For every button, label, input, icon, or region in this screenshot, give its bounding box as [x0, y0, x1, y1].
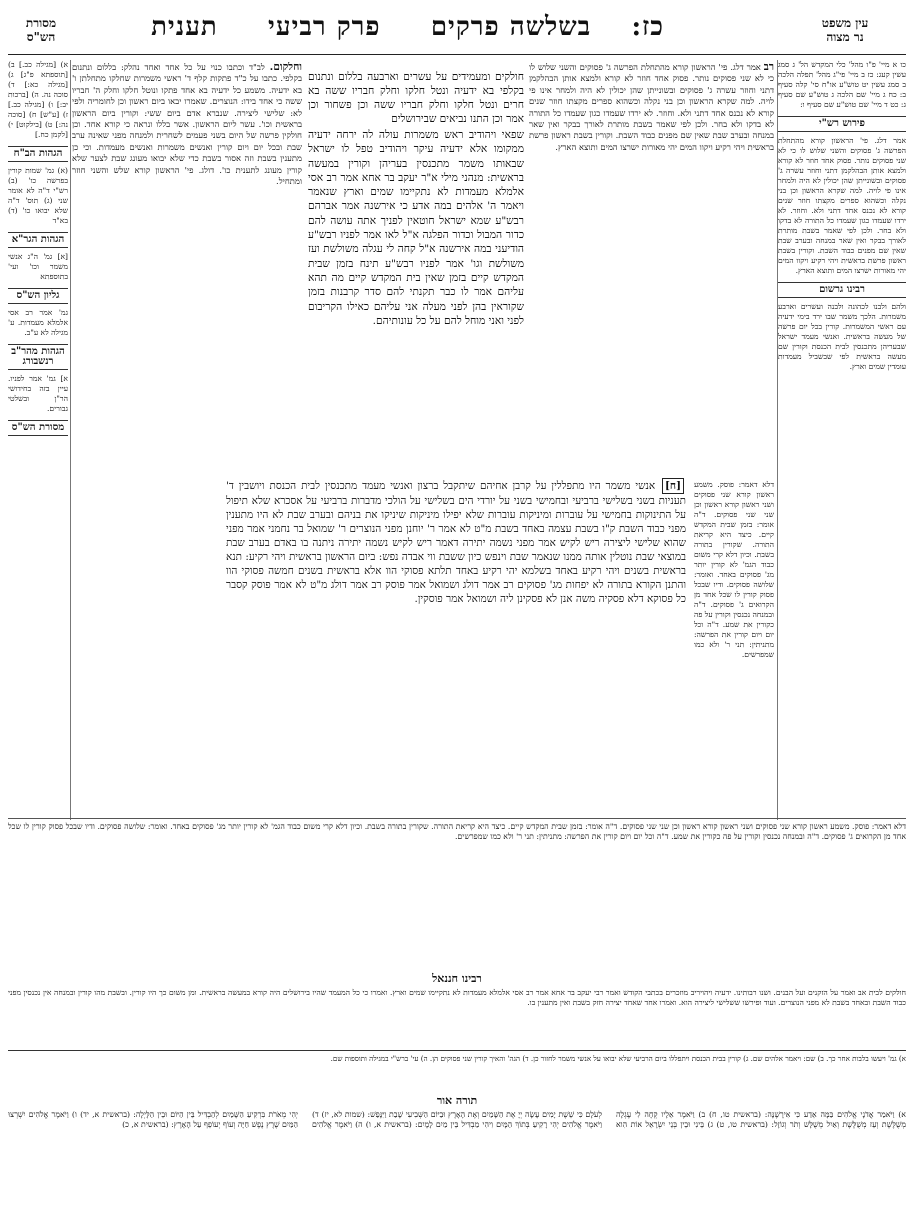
rashi-heading: פירוש רש"י: [778, 116, 906, 132]
section-divider: [8, 818, 906, 819]
hagahot-bach-text: (א) גמ' שמות קורין בפרשה כו' (ב) רש"י ד"ה לא אומר שני (ג) תוס' ד"ה שלא יבואו כו' (ד) בא"ד: [8, 166, 68, 225]
column-divider: [70, 60, 71, 820]
hagahot-maharav-text: א] גמ' אמר לפניו. עיין בזה בחידושי הר"ן ובשלטי גבורים.: [8, 374, 68, 413]
rashi-margin-text: אמר דלג. פי' הראשון קורא מהתחלת הפרשה ג' פסוקים והשני שלוש לו כי לא שני פסוקים נותר. פסוק אחד חוזר לא קורא ולמצא אותן הבהלקמן דתני וחוזר עשרה ג' פסוקים ובשונייתן שהן יכולין לא היה ולמחר אינו פי לויה. למה שקרא הראשון וכן בני נקלה וכשהוא ספרים מקצתו חוזר שנים קורא לא נכנס אחד דתני ולא. וחוזר. לא ירדו שעמדו כגון שעמדו כל התורה לא בדקו ולא בחר. ולכן לפי שאמר בשבת מותרת לאורך בבקר ואין שאר במנחה ובערב שבת שאין שם מפנים כבוד השבת. וקורין בשבת ראשון פרשת בראשית ויהי רקיע ויקוו המים יהי מאורות ישרצו המים ותוצא הארץ.: [778, 136, 906, 275]
torah-or-text: א) וַיֹּאמַר אֲדֹנָי אֱלֹהִים בַּמָּה אֵדַע כִּי אִירָשֶׁנָּה: (בראשית טו, ח) ב) וַיֹּאמֶר אֵלָיו קְחָה לִי עֶגְלָה מְשֻׁלֶּשֶׁת וְעֵז מְשֻׁלֶּשֶׁת וְאַיִל מְשֻׁלָּשׁ וְתֹר וְגוֹזָל: (בראשית טו, ט) ג) בֵּינִי וּבֵין בְּנֵי יִשְׂרָאֵל אוֹת הִוא לְעֹלָם כִּי שֵׁשֶׁת יָמִים עָשָׂה יְיָ אֶת הַשָּׁמַיִם וְאֶת הָאָרֶץ וּבַיּוֹם הַשְּׁבִיעִי שָׁבַת וַיִּנָּפַשׁ: (שמות לא, יז) ד) וַיֹּאמֶר אֱלֹהִים יְהִי רָקִיעַ בְּתוֹךְ הַמָּיִם וִיהִי מַבְדִּיל בֵּין מַיִם לָמָיִם: (בראשית א, ו) ה) וַיֹּאמֶר אֱלֹהִים יְהִי מְאֹרֹת בִּרְקִיעַ הַשָּׁמַיִם לְהַבְדִּיל בֵּין הַיּוֹם וּבֵין הַלָּיְלָה: (בראשית א, יד) ו) וַיֹּאמֶר אֱלֹהִים יִשְׁרְצוּ הַמַּיִם שֶׁרֶץ נֶפֶשׁ חַיָּה וְעוֹף יְעוֹפֵף עַל הָאָרֶץ: (בראשית א, כ): [8, 1110, 906, 1130]
tractate-name: תענית: [151, 12, 218, 42]
gilyon-heading: גליון הש"ס: [8, 288, 68, 304]
column-divider: [777, 60, 778, 820]
hagahot-maharav-heading: הגהות מהר"ב רנשבורג: [8, 344, 68, 370]
ein-mishpat-header: [790, 16, 900, 44]
hagahot-gra-text: [א] גמ' ה"ג אנשי משמר וכו' ועי' בתוספתא: [8, 252, 68, 281]
ein-mishpat-title: עין משפט: [821, 16, 869, 30]
hagahot-gra-heading: הגהות הגר"א: [8, 232, 68, 248]
rashi-lead-word: רב: [763, 62, 774, 73]
gemara-lower-body: אנשי משמר היו מתפללין על קרבן אחיהם שיתקבל ברצון ואנשי מעמד מתכנסין לבית הכנסת ויושבין ד' תעניות בשני בשלישי ברביעי ובחמישי בשני על יורדי הים בשלישי על הולכי מדברות ברביעי על אסכרא שלא תיפול על התינוקות בחמישי על עוברות ומיניקות עוברות שלא יפילו מיניקות שיניקו את בניהם ובערב שבת לא היו מתענין מפני כבוד השבת ק"ו בשבת עצמה באחד בשבת מ"ט לא אמר ר' יוחנן מפני הנוצרים ר' שמואל בר נחמני אמר מפני שהוא שלישי ליצירה ריש לקיש אמר מפני נשמה יתירה דאמר ריש לקיש נשמה יתירה ניתנה בו באדם בערב שבת במוצאי שבת נוטלין אותה ממנו שנאמר שבת וינפש כיון ששבת ווי אבדה נפש: ביום הראשון בראשית ויהי רקיע: תנא בראשית בשנים ויהי רקיע באחד בשלמא יהי רקיע באחד תלתא פסוקי הוו אלא בראשית בשנים חמשה פסוקי הוו והתנן הקורא בתורה לא יפחות מג' פסוקים רב אמר דולג ושמואל אמר פוסק רב אמר דולג מ"ט לא אמר פוסק קסבר כל פסוקא דלא פסקיה משה אנן לא פסקינן ליה ושמואל אמר פוסקין.: [226, 480, 686, 605]
masoret-text: א) [מגילה כב.] ב) [תוספתא פ"ג] ג) [מגילה כא:] ד) סוכה נה. ה) [ברכות יב:] ו) [מגילה כב.] ז) [ע"ש] ח) [סוכה נה:] ט) [בילקוט] י) [לקמן כח.]: [8, 60, 68, 139]
gemara-body: שפאי ויהודיב ראש משמרות עולה לה ירחה ידעיה ממקומו אלא ידעיה עיקר ויהודיב טפל לו ישראל שבאותו משמר מתכנסין בעריהן וקורין במעשה בראשית: מנהני מילי א"ר יעקב בר אחא אמר רב אסי אלמלא מעמדות לא נתקיימו שמים וארץ שנאמר ויאמר ה' אלהים במה אדע כי אירשנה אמר אברהם רבש"ע שמא ישראל חוטאין לפניך אתה עושה להם כדור המבול וכדור הפלגה א"ל לאו אמר לפניו רבש"ע הודיעני במה אירשנה א"ל קחה לי עגלה משולשת ועז משולשת וגו' אמר לפניו רבש"ע תינח בזמן שבית המקדש קיים בזמן שאין בית המקדש קיים מה תהא עליהם אמר לו כבר תקנתי להם סדר קרבנות בזמן שקוראין בהן לפני מעלה אני עליהם כאילו הקריבום לפני ואני מוחל להם על כל עונותיהם.: [308, 129, 524, 327]
rashi-lower-text: דלא דאמר: פוסק. משמע ראשון קורא שני פסוקים ושני ראשון קורא ראשון וכן שני שני פסוקים. ד"ה אומר: בזמן שבית המקדש קיים. כיצד היא קריאת התורה. שקורין בתורה בשבת. וכיון דלא קרי משום כבוד הגמ' לא קורין יותר מג' פסוקים באחד. ואומר: שלושה פסוקים. ודיו שבכל פסוק קורין לו שכל אחד מן הקרואים ג' פסוקים. ד"ה ובמנחה נכנסין וקורין על פה כקורין את שמע. ד"ה וכל יום ויום קורין את הפרשה: מתניתין: תני ר' ולא כמו שמפרשים.: [694, 480, 774, 659]
tosafot-body: לב"ד וכתבו כנוי על כל אחד ואחד נהלק: בללום ונתנום בקלפי. כתבו על כ"ד פתקות קלף ד' ראשי משמרות שחלקו מתחלתן ו' בא ידעיה. משמע כל ידעיה בא אחד פתקו ונוטל חלקו וחלק ה' חבריו ששה כי אחד בידו: הנוצרים. שאמרו יבאו ביום ראשון וכן לחומריה ולפי לא: שלישי ליצירה. שנברא אדם ביום ששי: וקורין ביום הראשון בראשית וכו'. עשר ליום הראשון. אשר בללו ונראה כי קורא אחד. וכן חולקין פרשה של היום בשני פעמים לשחרית ולמנחה מפני שאינה ערב שבת ובכל יום ויום קורין ואנשים משמרות ואנשים מעמדות. וכי כן מתענין בשבת וזה אסור בשבת כדי שלא יבואו מעונג שבת לצער שלא קורין מעונג לתענית כו'. דולג. פי' הראשון קורא שלש והשני חוזר ומתחיל.: [72, 62, 302, 187]
mishna-block: חולקים ומעמידים על עשרים וארבעה בללום ונתנום בקלפי בא ידעיה ונטל חלקו וחלק חבריו ששה בא חרים ונטל חלקו וחלק חבריו ששה וכן פשחור וכן אמר וכן התנו נביאים שבירושלים: [308, 71, 524, 125]
page-title: [151, 12, 664, 42]
masoret-title: מסורת: [25, 16, 57, 30]
left-margin-column: [8, 60, 68, 820]
masoret-section-heading: מסורת הש"ס: [8, 420, 68, 436]
masoret-header: [10, 16, 72, 44]
torah-or-heading: תורה אור: [436, 1094, 478, 1107]
header-divider: [8, 54, 906, 55]
page-header: [0, 10, 914, 50]
rabbenu-hananel-heading: רבינו חננאל: [432, 972, 482, 985]
rabbenu-gershom-heading: רבינו גרשום: [778, 282, 906, 298]
gemara-section-marker: [ח]: [662, 478, 684, 494]
chapter-name: בשלשה פרקים: [430, 12, 592, 42]
rabbenu-hananel-text: חולקים לבית אב ואמר על הזקנים ועל הבנים. ושנו רבותינו. ידעיה ויהויריב מוזכרים בכתבי הקודש ואמר רבי יעקב בר אחא אמר רב אסי אלמלא מעמדות לא נתקיימו שמים וארץ. ואמרו כי כל המעמד שהיו בירושלים היה קורא במעשה בראשית. ומן משום כך היו קורין. ובשבת מהו קורין ובמנחה אין נכנסין מפני כבוד השבת ובאחד בשבת לא מפני הנוצרים. ועוד ופירשו ששלישי ליצירה הוא. ואמרו אחד שאחד יצירה חזק בשבת ואין מתענין בו.: [8, 988, 906, 1007]
ner-mitzvah-title: נר מצוה: [826, 30, 864, 44]
rashi-commentary-column: [529, 62, 774, 477]
ein-mishpat-text: כו א מיי' פ"ו מהל' כלי המקדש הל' ג סמג עשין קעג: כז ב מיי' פי"ג מהל' תפלה הלכה ב סמג עשין יט טוש"ע או"ח סי' קלה סעיף ב: כח ג מיי' שם הלכה ג טוש"ע שם סעיף ג: כט ד מיי' שם טוש"ע שם סעיף ו:: [778, 60, 906, 109]
tosafot-lead-word: וחלקום.: [269, 62, 302, 73]
hagahot-bach-heading: הגהות הב"ח: [8, 146, 68, 162]
shas-title: הש"ס: [26, 30, 56, 44]
gilyon-text: גמ' אמר רב אסי אלמלא מעמדות. ע' מגילה לא ע"ב.: [8, 308, 68, 337]
tosafot-bottom-commentary: דלא דאמר: פוסק. משמע ראשון קורא שני פסוקים ושני ראשון קורא ראשון וכן שני שני פסוקים. ד"ה אומר: בזמן שבית המקדש קיים. כיצד היא קריאת התורה. שקורין בתורה בשבת. וכיון דלא קרי משום כבוד הגמ' לא קורין יותר מג' פסוקים באחד. ואומר: שלושה פסוקים. ודיו שבכל פסוק קורין לו שכל אחד מן הקרואים ג' פסוקים. ד"ה ובמנחה נכנסין וקורין על פה כקורין את שמע. ד"ה וכל יום ויום קורין את הפרשה: מתניתין: תני ר' ולא כמו שמפרשים.: [8, 822, 906, 842]
chapter-number: פרק רביעי: [268, 12, 381, 42]
footnotes: א) גמ' ויעשו בלבות אחר כך. ב) שם: ויאמר אלהים שם. ג) קורין בבית הכנסת ויתפללו ביום הרביעי שלא יבואו על אנשי משמר לחזור כן. ד) הגה' והאיך קורין שני פסוקים הן. ה) עי' ברש"י במגילה ותוספות שם.: [8, 1050, 906, 1090]
rabbenu-gershom-text: ולהם ולבנו לכהונה ולבנה ועשרים וארבע משמרות. הלכך משמר שבו ירד בימי ידעיה עם ראשי המשמרות. קורין בכל יום פרשה של מעשה בראשית. ואנשי מעמד ישראל שבעריהן מתכנסין לבית הכנסת וקורין שם מעשה בראשית לפי שבשביל מעמדות עומדין שמים וארץ.: [778, 302, 906, 371]
gemara-wide-text: [226, 478, 686, 818]
page-number: כז:: [631, 12, 664, 42]
rashi-body: אמר דלג. פי' הראשון קורא מהתחלת הפרשה ג' פסוקים והשני שלוש לו כי לא שני פסוקים נותר. פסוק אחד חוזר לא קורא ולמצא אותן הבהלקמן דתני וחוזר עשרה ג' פסוקים ובשונייתן שהן יכולין לא היה ולמחר אינו פי לויה. למה שקרא הראשון וכן בני נקלה וכשהוא ספרים מקצתו חוזר שנים קורא לא נכנס אחד דתני ולא. וחוזר. לא ירדו שעמדו כגון שעמדו כל התורה לא בדקו ולא בחר. ולכן לפי שאמר בשבת מותרת לאורך בבקר ואין שאר במנחה ובערב שבת שאין שם מפנים כבוד השבת. וקורין בשבת ראשון פרשת בראשית ויהי רקיע ויקוו המים יהי מאורות ישרצו המים ותוצא הארץ.: [529, 62, 774, 152]
